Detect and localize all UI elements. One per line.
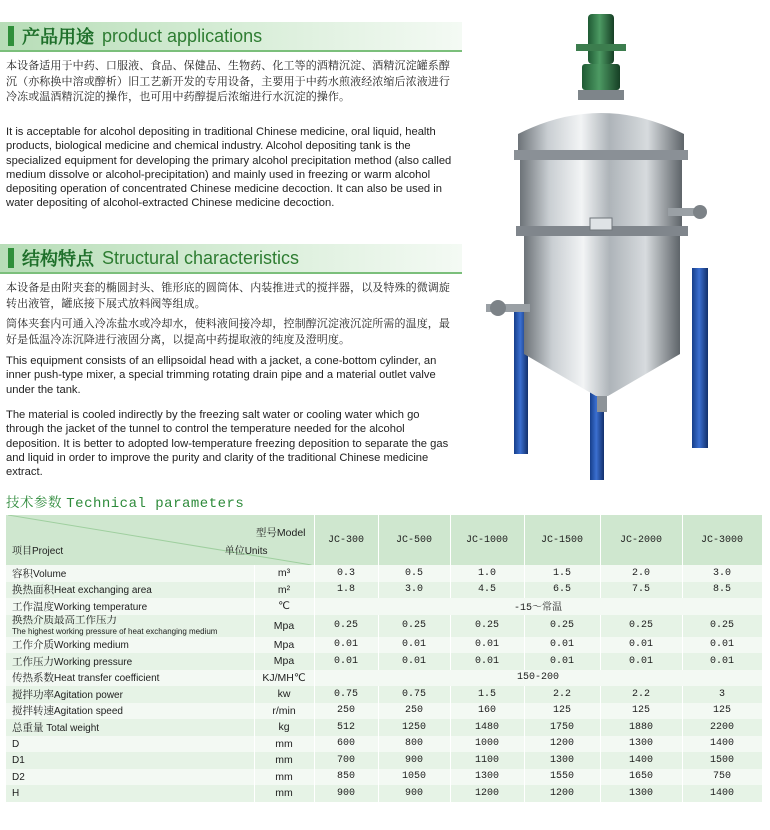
row-unit: mm xyxy=(254,785,314,802)
table-header-row xyxy=(6,515,762,565)
model-column-header: JC-3000 xyxy=(682,515,762,565)
tank-illustration xyxy=(478,4,748,484)
tech-title-zh: 技术参数 xyxy=(6,495,62,511)
row-label xyxy=(6,736,254,753)
table-row xyxy=(6,703,762,720)
row-unit: Mpa xyxy=(254,637,314,654)
model-header: 型号Model xyxy=(255,527,306,539)
row-value: 2.2 xyxy=(524,686,600,703)
row-value: 0.25 xyxy=(378,615,450,637)
row-label-zh: 容积 xyxy=(12,567,33,580)
row-value: 512 xyxy=(314,719,378,736)
row-unit: KJ/MH℃ xyxy=(254,670,314,687)
row-value: 1880 xyxy=(600,719,682,736)
row-value: 125 xyxy=(682,703,762,720)
row-value: 2.2 xyxy=(600,686,682,703)
row-value: 0.25 xyxy=(524,615,600,637)
row-label-en: Heat transfer coefficient xyxy=(54,673,160,685)
row-value: 250 xyxy=(314,703,378,720)
structure-text-zh-2: 筒体夹套内可通入冷冻盐水或冷却水，使料液间接冷却，控制醇沉淀液沉淀所需的温度，最好是低温冷冻沉降进行液固分离，以提高中药提取液的纯度及澄明度。 xyxy=(6,317,450,346)
structure-text-en-2: The material is cooled indirectly by the freezing salt water or cooling water which go through the jacket of the tunnel to control the temperature needed for the alcohol deposition. It is better to adopted low-temperature freezing deposition to separate the gas and liquid in order to improve the purity and clarity of the traditional Chinese medicine extract. xyxy=(6,409,449,479)
row-label-en: Working pressure xyxy=(54,656,133,668)
row-value: 3.0 xyxy=(378,582,450,599)
row-value: 700 xyxy=(314,752,378,769)
row-value: 125 xyxy=(600,703,682,720)
row-unit: mm xyxy=(254,752,314,769)
row-value: 2200 xyxy=(682,719,762,736)
applications-header xyxy=(0,22,462,52)
row-value: 1300 xyxy=(600,785,682,802)
row-unit: kg xyxy=(254,719,314,736)
row-label-en: D2 xyxy=(12,771,25,783)
row-unit: mm xyxy=(254,736,314,753)
row-value: 900 xyxy=(378,752,450,769)
model-column-header: JC-1000 xyxy=(450,515,524,565)
row-value: 1300 xyxy=(524,752,600,769)
applications-text-en: It is acceptable for alcohol depositing in traditional Chinese medicine, oral liquid, health products, biological medicine and chemical industry. Alcohol depositing tank is the specialized equipment for developing the primary alcohol precipitation method (also called medium dissolve or alcohol-precipitation) and mainly used in freezing or warm alcohol depositing operation of concentrated Chinese medicine decoction. It can also be used in water depositing of alcohol-extracted Chinese medicine decoction. xyxy=(6,126,452,210)
table-row xyxy=(6,686,762,703)
row-value: 8.5 xyxy=(682,582,762,599)
row-value: 900 xyxy=(378,785,450,802)
row-value: 1480 xyxy=(450,719,524,736)
row-label-zh: 换热介质最高工作压力 xyxy=(12,614,117,626)
row-value: 600 xyxy=(314,736,378,753)
row-unit: m³ xyxy=(254,565,314,582)
row-label-en: H xyxy=(12,788,20,800)
row-value: 1000 xyxy=(450,736,524,753)
table-row xyxy=(6,582,762,599)
row-label-en: Total weight xyxy=(43,722,100,734)
row-value: 800 xyxy=(378,736,450,753)
row-value: 1500 xyxy=(682,752,762,769)
tech-title-en: Technical parameters xyxy=(66,496,245,512)
row-value: 0.75 xyxy=(378,686,450,703)
row-unit: kw xyxy=(254,686,314,703)
row-span-value: 150-200 xyxy=(314,670,762,687)
row-value: 900 xyxy=(314,785,378,802)
row-value: 750 xyxy=(682,769,762,786)
row-value: 1400 xyxy=(600,752,682,769)
gearbox xyxy=(582,64,620,90)
row-unit: m² xyxy=(254,582,314,599)
row-label xyxy=(6,582,254,599)
section-marker xyxy=(8,248,14,268)
row-value: 1.8 xyxy=(314,582,378,599)
row-value: 1400 xyxy=(682,736,762,753)
structure-title-zh: 结构特点 xyxy=(22,249,94,270)
row-value: 2.0 xyxy=(600,565,682,582)
applications-text-zh: 本设备适用于中药、口服液、食品、保健品、生物药、化工等的酒精沉淀、酒精沉淀罐系醇沉（亦称换中溶或醇析）旧工艺新开发的专用设备，主要用于中药水煎液经浓缩后浓液进行冷冻或温酒精沉淀的操作，也可用中药醇提后浓缩进行水沉淀的操作。 xyxy=(6,59,450,103)
row-value: 0.25 xyxy=(600,615,682,637)
row-label-zh: 总重量 xyxy=(12,721,44,734)
row-label-en: D1 xyxy=(12,755,25,767)
units-header: 单位Units xyxy=(224,546,268,557)
row-label-en: D xyxy=(12,738,20,750)
row-value: 1400 xyxy=(682,785,762,802)
row-value: 0.01 xyxy=(682,653,762,670)
row-value: 1650 xyxy=(600,769,682,786)
model-column-header: JC-300 xyxy=(314,515,378,565)
model-column-header: JC-1500 xyxy=(524,515,600,565)
applications-title-en: product applications xyxy=(102,25,263,46)
row-value: 1.0 xyxy=(450,565,524,582)
row-value: 1550 xyxy=(524,769,600,786)
row-value: 0.01 xyxy=(450,637,524,654)
table-row xyxy=(6,637,762,654)
structure-text-zh-1: 本设备是由附夹套的椭圆封头、锥形底的圆筒体、内装推进式的搅拌器，以及特殊的微调旋转出液管，罐底接下展式放料阀等组成。 xyxy=(6,281,450,310)
row-value: 0.01 xyxy=(314,637,378,654)
motor xyxy=(588,14,614,64)
tank-leg xyxy=(692,268,708,448)
tank-cone xyxy=(524,354,680,396)
table-row xyxy=(6,769,762,786)
structure-title-en: Structural characteristics xyxy=(102,247,300,268)
row-value: 4.5 xyxy=(450,582,524,599)
table-row xyxy=(6,615,762,637)
table-row xyxy=(6,670,762,687)
row-value: 1050 xyxy=(378,769,450,786)
row-value: 1300 xyxy=(450,769,524,786)
row-unit: Mpa xyxy=(254,615,314,637)
row-label-en: Agitation power xyxy=(54,689,123,701)
row-label xyxy=(6,719,254,736)
applications-title-zh: 产品用途 xyxy=(22,27,94,48)
row-label xyxy=(6,703,254,720)
parameters-table xyxy=(6,515,763,802)
row-unit: mm xyxy=(254,769,314,786)
row-value: 0.01 xyxy=(450,653,524,670)
table-row xyxy=(6,565,762,582)
row-label-en: The highest working pressure of heat exchanging medium xyxy=(12,626,218,636)
row-value: 0.25 xyxy=(450,615,524,637)
row-label-en: Agitation speed xyxy=(54,706,123,718)
row-label xyxy=(6,785,254,802)
row-value: 7.5 xyxy=(600,582,682,599)
tank-head xyxy=(518,113,684,154)
row-value: 0.3 xyxy=(314,565,378,582)
row-value: 1200 xyxy=(450,785,524,802)
row-label-en: Heat exchanging area xyxy=(54,585,152,597)
row-label xyxy=(6,670,254,687)
structure-text-en-1: This equipment consists of an ellipsoidal head with a jacket, a cone-bottom cylinder, an inner push-type mixer, a special trimming rotating drain pipe and a material outlet valve under the tank. xyxy=(6,355,437,396)
row-value: 0.75 xyxy=(314,686,378,703)
tank-body xyxy=(524,236,680,354)
row-value: 0.01 xyxy=(524,637,600,654)
model-column-header: JC-500 xyxy=(378,515,450,565)
row-value: 0.01 xyxy=(524,653,600,670)
table-row xyxy=(6,598,762,615)
row-value: 0.25 xyxy=(682,615,762,637)
row-label-zh: 搅拌转速 xyxy=(12,705,54,718)
row-value: 1250 xyxy=(378,719,450,736)
section-marker xyxy=(8,26,14,46)
row-label xyxy=(6,752,254,769)
row-label-zh: 搅拌功率 xyxy=(12,688,54,701)
row-span-value: -15～常温 xyxy=(314,598,762,615)
tech-params-title xyxy=(6,491,244,512)
row-label-zh: 工作压力 xyxy=(12,655,54,668)
row-value: 850 xyxy=(314,769,378,786)
row-value: 3 xyxy=(682,686,762,703)
row-unit: Mpa xyxy=(254,653,314,670)
row-label xyxy=(6,769,254,786)
row-value: 0.01 xyxy=(682,637,762,654)
table-corner-cell xyxy=(6,515,314,565)
row-label xyxy=(6,565,254,582)
row-value: 0.01 xyxy=(314,653,378,670)
table-row xyxy=(6,653,762,670)
row-unit: r/min xyxy=(254,703,314,720)
model-column-header: JC-2000 xyxy=(600,515,682,565)
row-value: 1300 xyxy=(600,736,682,753)
row-value: 1200 xyxy=(524,736,600,753)
row-label xyxy=(6,637,254,654)
structure-header xyxy=(0,244,462,274)
row-value: 0.01 xyxy=(600,637,682,654)
row-value: 1200 xyxy=(524,785,600,802)
row-label-en: Working medium xyxy=(54,640,129,652)
table-row xyxy=(6,719,762,736)
row-label-en: Volume xyxy=(33,568,67,580)
project-header: 项目Project xyxy=(12,546,64,557)
row-value: 125 xyxy=(524,703,600,720)
row-value: 0.01 xyxy=(600,653,682,670)
row-label xyxy=(6,653,254,670)
row-label-en: Working temperature xyxy=(54,601,148,613)
row-value: 250 xyxy=(378,703,450,720)
row-value: 1100 xyxy=(450,752,524,769)
row-value: 0.01 xyxy=(378,637,450,654)
row-label xyxy=(6,615,254,637)
row-value: 0.25 xyxy=(314,615,378,637)
row-label-zh: 工作温度 xyxy=(12,600,54,613)
row-label-zh: 传热系数 xyxy=(12,672,54,685)
row-value: 0.5 xyxy=(378,565,450,582)
row-value: 3.0 xyxy=(682,565,762,582)
row-label xyxy=(6,598,254,615)
row-value: 1.5 xyxy=(450,686,524,703)
table-row xyxy=(6,752,762,769)
row-label-zh: 工作介质 xyxy=(12,639,54,652)
row-label-zh: 换热面积 xyxy=(12,584,54,597)
row-value: 0.01 xyxy=(378,653,450,670)
row-value: 160 xyxy=(450,703,524,720)
row-value: 1750 xyxy=(524,719,600,736)
row-value: 1.5 xyxy=(524,565,600,582)
table-row xyxy=(6,785,762,802)
row-label xyxy=(6,686,254,703)
row-value: 6.5 xyxy=(524,582,600,599)
row-unit: ℃ xyxy=(254,598,314,615)
table-row xyxy=(6,736,762,753)
